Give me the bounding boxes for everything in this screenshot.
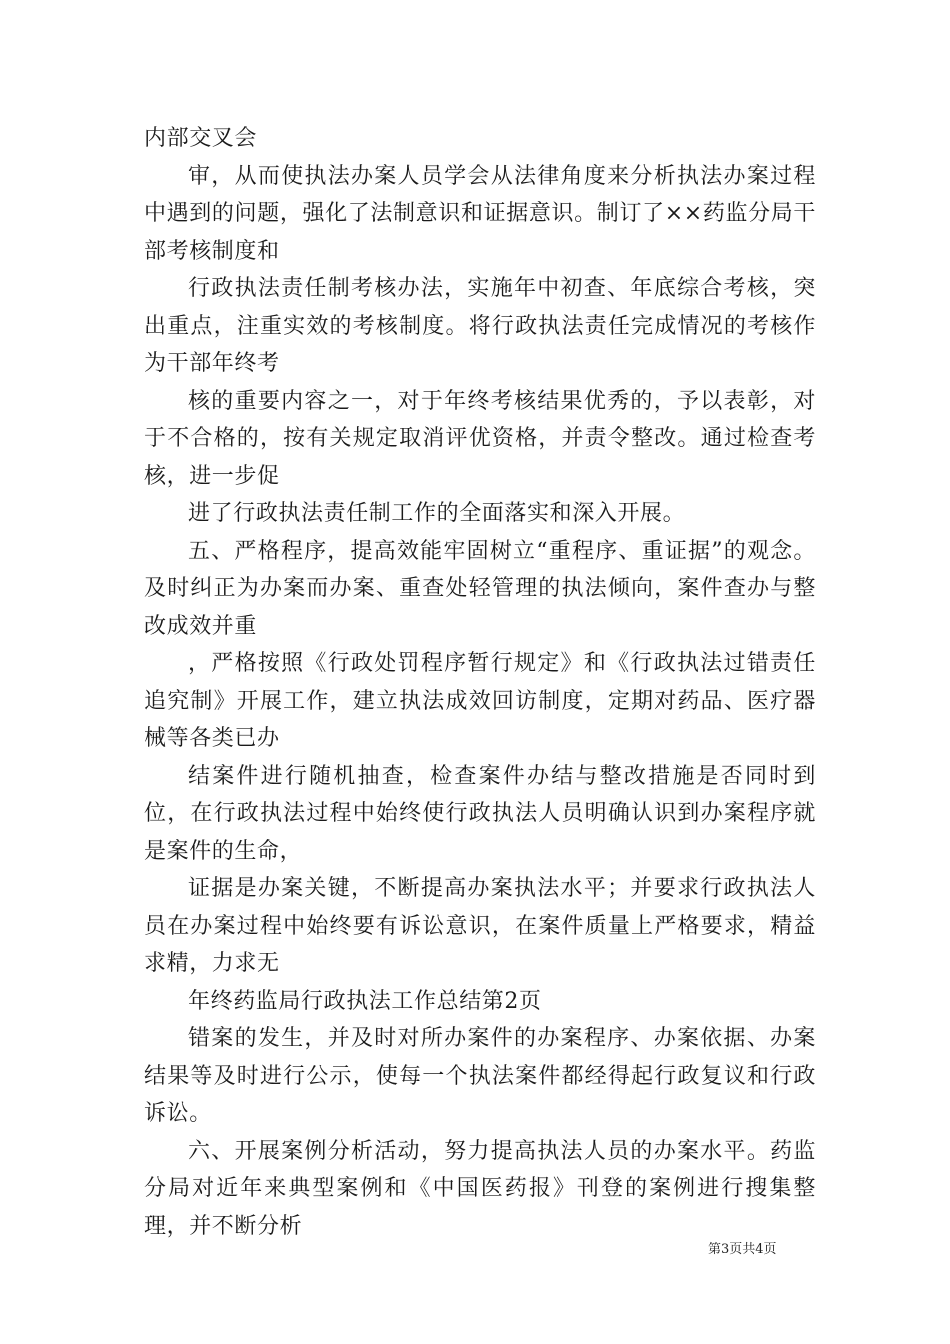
paragraph-5: 进了行政执法责任制工作的全面落实和深入开展。 <box>188 501 686 526</box>
paragraph-11: 六、开展案例分析活动，努力提高执法人员的办案水平。药监分局对近年来典型案例和《中国医药报》刊登的案例进行搜集整理，并不断分析 <box>144 1138 816 1239</box>
paragraph-3: 行政执法责任制考核办法，实施年中初查、年底综合考核，突出重点，注重实效的考核制度。将行政执法责任完成情况的考核作为干部年终考 <box>144 276 816 376</box>
paragraph-7: ，严格按照《行政处罚程序暂行规定》和《行政执法过错责任追究制》开展工作，建立执法成效回访制度，定期对药品、医疗器械等各类已办 <box>144 651 816 751</box>
paragraph-1: 内部交叉会 <box>144 126 258 151</box>
page-number-footer: 第3页共4页 <box>708 1242 777 1257</box>
paragraph-6: 五、严格程序，提高效能牢固树立“重程序、重证据”的观念。及时纠正为办案而办案、重查处轻管理的执法倾向，案件查办与整改成效并重 <box>144 538 816 639</box>
page-marker-heading: 年终药监局行政执法工作总结第2页 <box>188 988 542 1014</box>
paragraph-10: 错案的发生，并及时对所办案件的办案程序、办案依据、办案结果等及时进行公示，使每一个执法案件都经得起行政复议和行政诉讼。 <box>144 1026 816 1126</box>
paragraph-8: 结案件进行随机抽查，检查案件办结与整改措施是否同时到位，在行政执法过程中始终使行政执法人员明确认识到办案程序就是案件的生命， <box>144 763 816 864</box>
paragraph-2: 审，从而使执法办案人员学会从法律角度来分析执法办案过程中遇到的问题，强化了法制意识和证据意识。制订了××药监分局干部考核制度和 <box>144 163 816 264</box>
paragraph-9: 证据是办案关键，不断提高办案执法水平；并要求行政执法人员在办案过程中始终要有诉讼意识，在案件质量上严格要求，精益求精，力求无 <box>144 876 816 976</box>
document-body <box>144 120 816 1245</box>
paragraph-4: 核的重要内容之一，对于年终考核结果优秀的，予以表彰，对于不合格的，按有关规定取消评优资格，并责令整改。通过检查考核，进一步促 <box>144 388 816 489</box>
